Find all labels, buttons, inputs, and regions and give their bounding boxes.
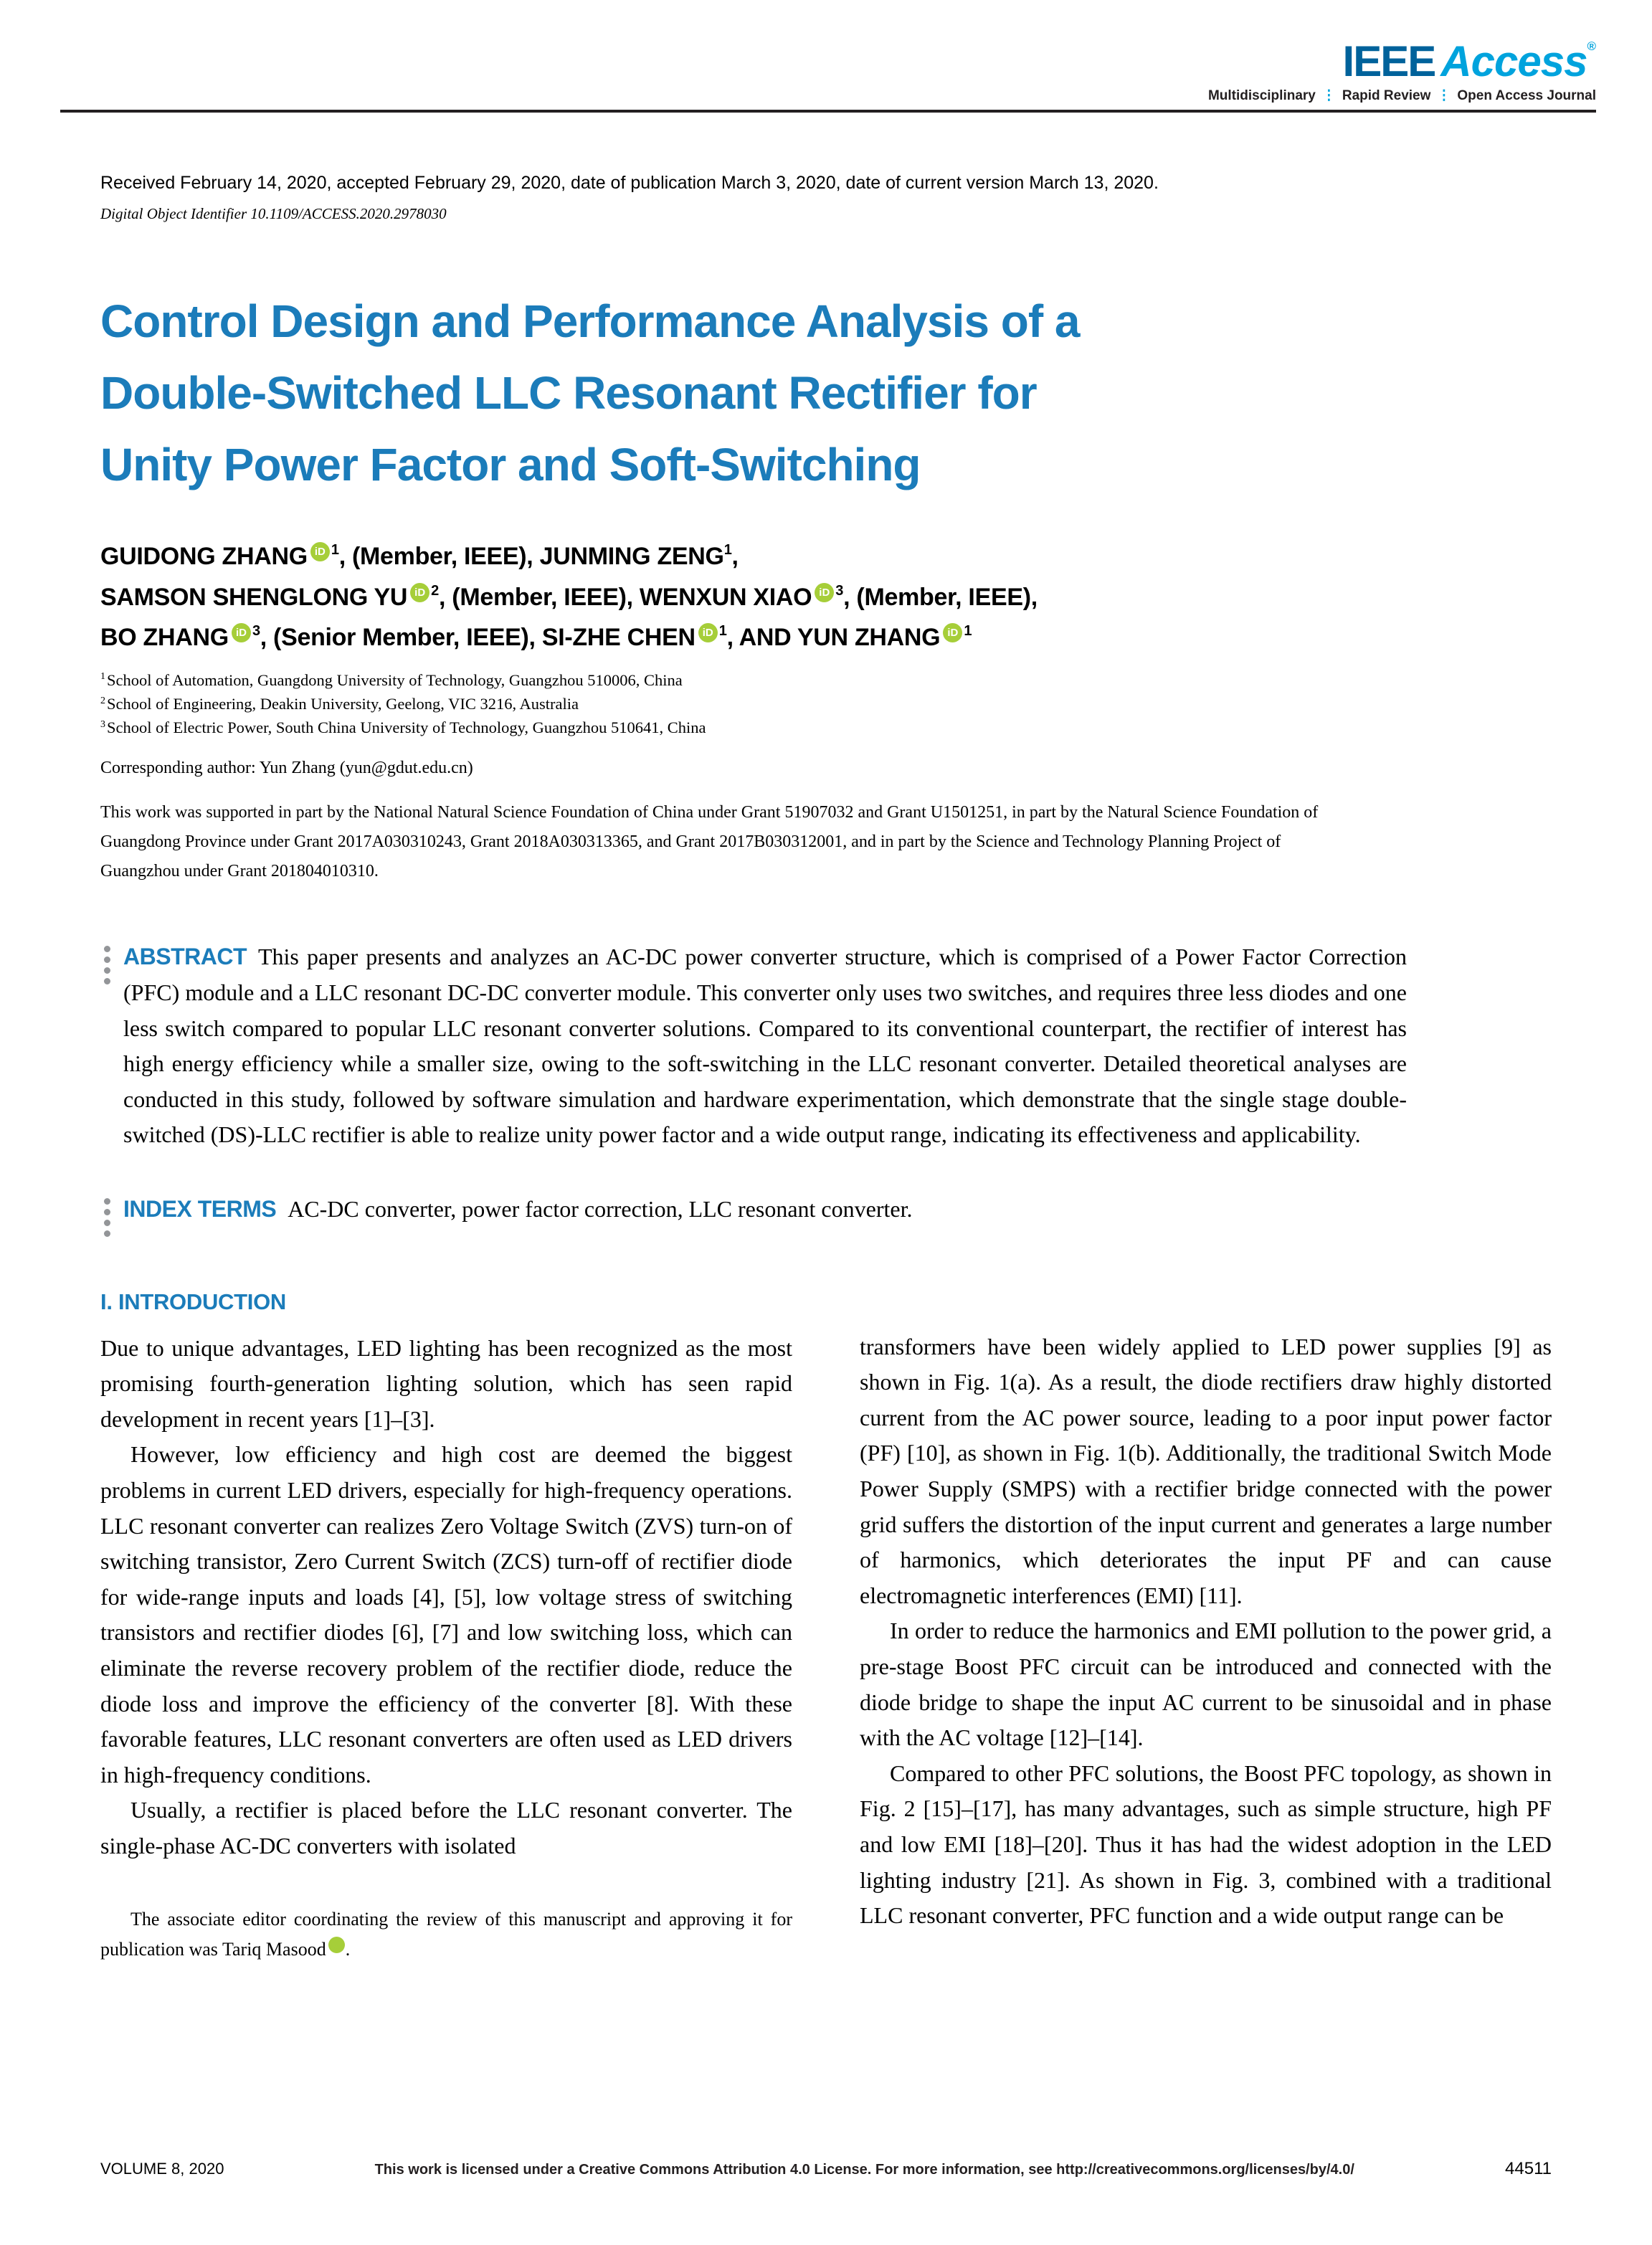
body-paragraph: However, low efficiency and high cost are deemed the biggest problems in current LED drivers, especially for high-frequency operations. LLC resonant converter can realizes Zero Voltage Switch (ZVS) turn-on of switching transistor, Zero Current Switch (ZCS) turn-off of rectifier diode for wide-range inputs and loads [4], [5], low voltage stress of switching transistors and rectifier diodes [6], [7] and low switching loss, which can eliminate the reverse recovery problem of the rectifier diode, reduce the diode loss and improve the efficiency of the converter [8]. With these favorable features, LLC resonant converters are often used as LED drivers in high-frequency conditions. — [100, 1441, 792, 1788]
affiliation-line — [100, 716, 1552, 739]
index-terms-text: AC-DC converter, power factor correction, LLC resonant converter. — [288, 1196, 913, 1223]
author-suffix: , AND — [726, 624, 797, 652]
affiliation-text: School of Electric Power, South China University of Technology, Guangzhou 510641, China — [107, 718, 706, 737]
section-heading-introduction: I. INTRODUCTION — [100, 1288, 286, 1314]
ieee-logo-text: IEEE — [1342, 37, 1435, 85]
body-paragraph: Due to unique advantages, LED lighting has been recognized as the most promising fourth-generation lighting solution, which has seen rapid development in recent years [1]–[3]. — [100, 1334, 792, 1432]
logo-wordmark — [1208, 37, 1596, 85]
right-column — [860, 1289, 1552, 1965]
author-line — [100, 577, 1552, 617]
author-name: BO ZHANG — [100, 624, 229, 652]
footnote-text: . — [345, 1938, 351, 1960]
tagline-part: Multidisciplinary — [1207, 88, 1316, 103]
author-name: WENXUN XIAO — [639, 583, 812, 611]
body-paragraph: transformers have been widely applied to LED power supplies [9] as shown in Fig. 1(a). As a result, the diode rectifiers draw highly distorted current from the AC power source, leading to a poor input power factor (PF) [10], as shown in Fig. 1(b). Additionally, the traditional Switch Mode Power Supply (SMPS) with a rectifier bridge connected with the power grid suffers the distortion of the input current and generates a large number of harmonics, which deteriorates the input PF and can cause electromagnetic interferences (EMI) [11]. — [860, 1333, 1552, 1608]
license-statement: This work is licensed under a Creative Commons Attribution 4.0 License. For more information, see http://creativecommons.org/licenses/by/4.0/ — [374, 2162, 1354, 2178]
volume-label: VOLUME 8, 2020 — [100, 2160, 224, 2178]
author-affiliation-sup: 2 — [431, 582, 439, 599]
affiliation-sup: 1 — [100, 671, 105, 683]
author-name: GUIDONG ZHANG — [100, 543, 308, 571]
author-name: YUN ZHANG — [797, 624, 941, 652]
authors-block — [100, 536, 1552, 658]
tagline-part: Open Access Journal — [1457, 88, 1596, 103]
author-affiliation-sup: 3 — [252, 623, 260, 640]
corresponding-author-line: Corresponding author: Yun Zhang (yun@gdut.edu.cn) — [100, 758, 473, 777]
page-number: 44511 — [1505, 2159, 1552, 2178]
decorative-dots — [104, 1198, 110, 1237]
title-line: Double-Switched LLC Resonant Rectifier for — [100, 366, 1037, 419]
orcid-icon: iD — [815, 583, 834, 602]
tagline-separator-icon: ⋮ — [1437, 88, 1451, 103]
abstract-paragraph — [123, 939, 1407, 1153]
orcid-icon: iD — [328, 1937, 345, 1953]
doi-line: Digital Object Identifier 10.1109/ACCESS.2020.2978030 — [100, 205, 447, 222]
orcid-icon: iD — [410, 583, 429, 602]
author-name: SAMSON SHENGLONG YU — [100, 583, 408, 611]
author-affiliation-sup: 1 — [718, 623, 727, 640]
author-name: SI-ZHE CHEN — [541, 624, 696, 652]
affiliation-sup: 3 — [100, 718, 105, 730]
decorative-dots — [104, 946, 110, 984]
author-affiliation-sup: 1 — [331, 542, 339, 559]
affiliation-text: School of Automation, Guangdong University of Technology, Guangzhou 510006, China — [107, 670, 683, 689]
received-dates-line: Received February 14, 2020, accepted February 29, 2020, date of publication March 3, 2020, date of current version March 13, 2020. — [100, 173, 1159, 193]
author-suffix: , — [731, 543, 739, 571]
affiliation-text: School of Engineering, Deakin University, Geelong, VIC 3216, Australia — [107, 695, 579, 713]
author-name: JUNMING ZENG — [539, 543, 724, 571]
journal-tagline — [1208, 87, 1596, 104]
title-line: Unity Power Factor and Soft-Switching — [100, 438, 921, 490]
orcid-icon: iD — [232, 623, 251, 642]
author-suffix: , (Member, IEEE), — [439, 583, 640, 611]
author-suffix: , (Member, IEEE), — [338, 543, 540, 571]
abstract-text: This paper presents and analyzes an AC-DC power converter structure, which is comprised of a Power Factor Correction (PFC) module and a LLC resonant DC-DC converter module. This converter only uses two switches, and requires three less diodes and one less switch compared to popular LLC resonant converter solutions. Compared to its conventional counterpart, the rectifier of interest has high energy efficiency while a smaller size, owing to the soft-switching in the LLC resonant converter. Detailed theoretical analyses are conducted in this study, followed by software simulation and hardware experimentation, which demonstrate that the single stage double-switched (DS)-LLC rectifier is able to realize unity power factor and a wide output range, indicating its effectiveness and applicability. — [123, 944, 1407, 1148]
author-affiliation-sup: 1 — [964, 623, 972, 640]
author-affiliation-sup: 3 — [835, 582, 844, 599]
page-content — [0, 173, 1652, 1965]
index-terms-label: INDEX TERMS — [123, 1196, 277, 1223]
affiliation-line — [100, 692, 1552, 716]
two-column-body — [100, 1289, 1552, 1965]
author-suffix: , (Member, IEEE), — [843, 583, 1038, 611]
orcid-icon: iD — [310, 542, 330, 561]
author-line — [100, 617, 1552, 658]
footnote-text: The associate editor coordinating the review of this manuscript and approving it for publication was Tariq Masood — [100, 1908, 792, 1960]
index-terms-section — [100, 1192, 1552, 1228]
author-line — [100, 536, 1552, 576]
page-footer — [100, 2159, 1552, 2179]
title-line: Control Design and Performance Analysis of a — [100, 295, 1080, 347]
journal-header — [0, 0, 1652, 104]
header-rule — [60, 110, 1596, 113]
body-paragraph: Compared to other PFC solutions, the Boost PFC topology, as shown in Fig. 2 [15]–[17], has many advantages, such as simple structure, high PF and low EMI [18]–[20]. Thus it has had the widest adoption in the LED lighting industry [21]. As shown in Fig. 3, combined with a traditional LLC resonant converter, PFC function and a wide output range can be — [860, 1760, 1552, 1929]
left-column — [100, 1289, 792, 1965]
affiliation-line — [100, 668, 1552, 692]
ieee-access-logo — [1207, 37, 1596, 104]
abstract-label: ABSTRACT — [123, 944, 247, 970]
author-affiliation-sup: 1 — [723, 542, 732, 559]
body-paragraph: Usually, a rectifier is placed before the LLC resonant converter. The single-phase AC-DC converters with isolated — [100, 1797, 792, 1859]
funding-statement: This work was supported in part by the National Natural Science Foundation of China under Grant 51907032 and Grant U1501251, in part by the Natural Science Foundation of Guangdong Province under Grant 2017A030310243, Grant 2018A030313365, and Grant 2017B030312001, and in part by the Science and Technology Planning Project of Guangzhou under Grant 201804010310. — [100, 802, 1319, 881]
orcid-icon: iD — [698, 623, 718, 642]
associate-editor-footnote — [100, 1904, 792, 1965]
affiliation-sup: 2 — [100, 695, 105, 706]
orcid-icon: iD — [943, 623, 962, 642]
abstract-section — [100, 939, 1552, 1153]
index-terms-paragraph — [123, 1192, 1407, 1228]
tagline-separator-icon: ⋮ — [1321, 88, 1336, 103]
article-title — [100, 286, 1552, 500]
registered-mark-icon: ® — [1587, 39, 1596, 53]
access-logo-text: Access — [1440, 37, 1587, 85]
affiliations-block — [100, 668, 1552, 740]
author-suffix: , (Senior Member, IEEE), — [260, 624, 542, 652]
tagline-part: Rapid Review — [1342, 88, 1431, 103]
body-paragraph: In order to reduce the harmonics and EMI pollution to the power grid, a pre-stage Boost PFC circuit can be introduced and connected with the diode bridge to shape the input AC current to be sinusoidal and in phase with the AC voltage [12]–[14]. — [860, 1618, 1552, 1751]
